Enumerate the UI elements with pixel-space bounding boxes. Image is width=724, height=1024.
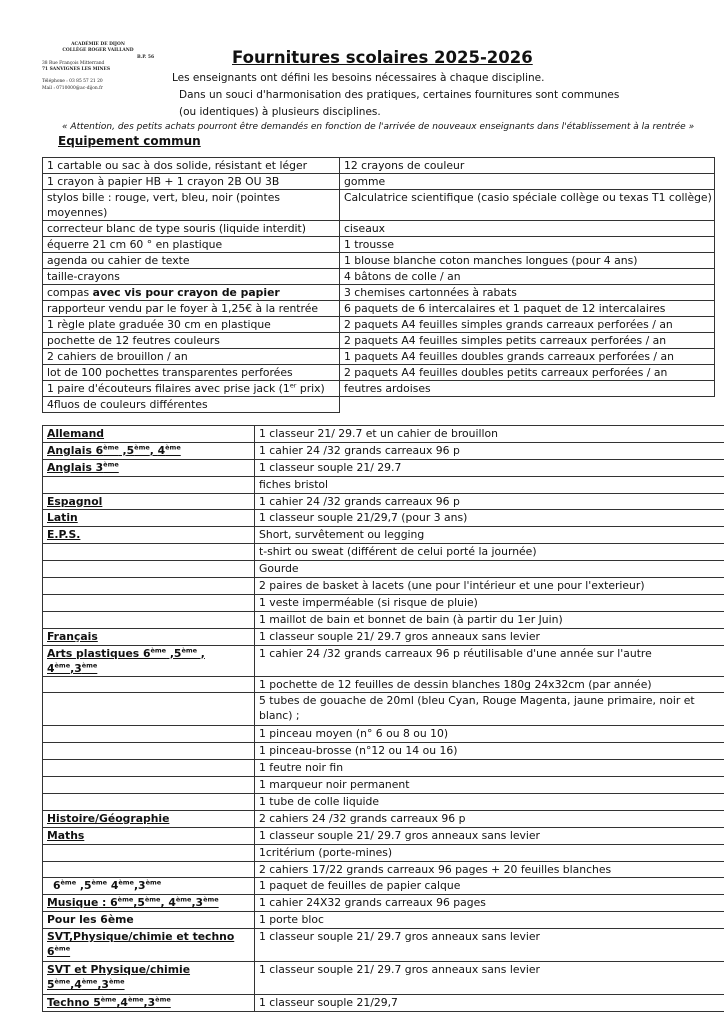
subject-item: 1 cahier 24 /32 grands carreaux 96 p réutilisable d'une année sur l'autre (255, 645, 724, 676)
common-item-right: 3 chemises cartonnées à rabats (340, 285, 715, 301)
subject-item: 1 classeur souple 21/ 29.7 (255, 459, 724, 476)
table-row (43, 561, 724, 578)
subject-item: 1 feutre noir fin (255, 760, 724, 777)
school-phone: Téléphone : 03 85 57 21 20 (42, 79, 103, 85)
school-mail: Mail : 0710000@ac-dijon.fr (42, 85, 103, 91)
subject-item: 2 paires de basket à lacets (une pour l'intérieur et une pour l'exterieur) (255, 578, 724, 595)
subject-name-empty (43, 693, 255, 726)
table-row (43, 459, 724, 476)
table-row (43, 365, 715, 381)
subject-item: 1 cahier 24X32 grands carreaux 96 pages (255, 895, 724, 912)
subject-name: Anglais 3ème (43, 459, 255, 476)
subject-item: 1 cahier 24 /32 grands carreaux 96 p (255, 442, 724, 459)
subject-name-empty (43, 844, 255, 861)
table-row (43, 349, 715, 365)
subject-name: Espagnol (43, 493, 255, 510)
table-row (43, 476, 724, 493)
table-row (43, 726, 724, 743)
subject-name-empty (43, 760, 255, 777)
subject-name-empty (43, 578, 255, 595)
common-item-left: 1 paire d'écouteurs filaires avec prise jack (1er prix) (43, 381, 340, 397)
table-row (43, 493, 724, 510)
common-item-left: agenda ou cahier de texte (43, 253, 340, 269)
school-academy: ACADÉMIE DE DIJON (71, 42, 125, 47)
school-name: COLLÈGE ROGER VAILLAND (62, 48, 134, 54)
table-row (43, 743, 724, 760)
table-row (43, 794, 724, 811)
subject-item: 2 cahiers 17/22 grands carreaux 96 pages + 20 feuilles blanches (255, 861, 724, 878)
table-row (43, 844, 724, 861)
subject-levels: 6ème ,5ème 4ème,3ème (43, 878, 255, 895)
subject-name: Français (43, 628, 255, 645)
table-row (43, 527, 724, 544)
subject-item: 1 cahier 24 /32 grands carreaux 96 p (255, 493, 724, 510)
table-row (43, 381, 715, 397)
subject-item: 1 classeur souple 21/ 29.7 gros anneaux sans levier (255, 827, 724, 844)
common-item-right: Calculatrice scientifique (casio spéciale collège ou texas T1 collège) (340, 190, 715, 221)
subject-item: 2 cahiers 24 /32 grands carreaux 96 p (255, 810, 724, 827)
subject-item: 1 classeur souple 21/29,7 (255, 995, 724, 1012)
table-row (43, 285, 715, 301)
common-item-left: 1 règle plate graduée 30 cm en plastique (43, 317, 340, 333)
subject-item: 1 classeur souple 21/29,7 (pour 3 ans) (255, 510, 724, 527)
subject-name: Arts plastiques 6ème ,5ème , 4ème,3ème (43, 645, 255, 676)
table-row (43, 544, 724, 561)
subject-name: Allemand (43, 426, 255, 443)
warning-note: « Attention, des petits achats pourront être demandés en fonction de l'arrivée de nouveaux enseignants dans l'établissement à la rentrée » (62, 122, 695, 132)
subject-item: 1 maillot de bain et bonnet de bain (à partir du 1er Juin) (255, 611, 724, 628)
subject-item: Gourde (255, 561, 724, 578)
table-row (43, 510, 724, 527)
page-title: Fournitures scolaires 2025-2026 (232, 48, 533, 67)
intro-line-1: Les enseignants ont défini les besoins nécessaires à chaque discipline. (172, 72, 545, 84)
table-row (43, 810, 724, 827)
common-item-left: correcteur blanc de type souris (liquide interdit) (43, 221, 340, 237)
subject-name-empty (43, 777, 255, 794)
table-row (43, 426, 724, 443)
subject-item: Short, survêtement ou legging (255, 527, 724, 544)
subject-item: 1 marqueur noir permanent (255, 777, 724, 794)
subject-item: 1critérium (porte-mines) (255, 844, 724, 861)
common-item-left: 4fluos de couleurs différentes (43, 397, 340, 413)
table-row (43, 397, 715, 413)
table-row (43, 777, 724, 794)
subject-name-empty (43, 611, 255, 628)
common-item-right: ciseaux (340, 221, 715, 237)
common-item-left: compas avec vis pour crayon de papier (43, 285, 340, 301)
table-row (43, 760, 724, 777)
common-item-left: rapporteur vendu par le foyer à 1,25€ à la rentrée (43, 301, 340, 317)
common-item-left: 1 crayon à papier HB + 1 crayon 2B OU 3B (43, 174, 340, 190)
intro-line-3: (ou identiques) à plusieurs disciplines. (179, 106, 381, 118)
common-item-right: 1 paquets A4 feuilles doubles grands carreaux perforées / an (340, 349, 715, 365)
table-row (43, 645, 724, 676)
subject-name-empty (43, 594, 255, 611)
table-row (43, 333, 715, 349)
table-row (43, 962, 724, 995)
school-city: 71 SANVIGNES LES MINES (42, 67, 111, 73)
common-item-left: taille-crayons (43, 269, 340, 285)
table-row (43, 442, 724, 459)
subject-name: E.P.S. (43, 527, 255, 544)
table-row (43, 912, 724, 929)
subject-name: Maths (43, 827, 255, 844)
common-item-left: pochette de 12 feutres couleurs (43, 333, 340, 349)
common-item-left: lot de 100 pochettes transparentes perforées (43, 365, 340, 381)
subject-name: Pour les 6ème (43, 912, 255, 929)
table-row (43, 827, 724, 844)
common-item-right: 1 trousse (340, 237, 715, 253)
subject-item: 1 veste imperméable (si risque de pluie) (255, 594, 724, 611)
subject-name: Histoire/Géographie (43, 810, 255, 827)
common-item-right: 12 crayons de couleur (340, 158, 715, 174)
subject-item: 1 pinceau moyen (n° 6 ou 8 ou 10) (255, 726, 724, 743)
table-row (43, 895, 724, 912)
subject-item: fiches bristol (255, 476, 724, 493)
common-item-right: gomme (340, 174, 715, 190)
table-row (43, 301, 715, 317)
subject-name: Techno 5ème,4ème,3ème (43, 995, 255, 1012)
school-street: 38 Rue François Mitterrand (42, 60, 105, 66)
common-item-right: 2 paquets A4 feuilles doubles petits carreaux perforées / an (340, 365, 715, 381)
subject-name-empty (43, 561, 255, 578)
subject-item: 1 classeur 21/ 29.7 et un cahier de brouillon (255, 426, 724, 443)
common-item-left: 2 cahiers de brouillon / an (43, 349, 340, 365)
subject-name-empty (43, 794, 255, 811)
common-item-right (340, 397, 715, 413)
common-item-right: 2 paquets A4 feuilles simples petits carreaux perforées / an (340, 333, 715, 349)
school-stamp (42, 42, 154, 92)
intro-line-2: Dans un souci d'harmonisation des pratiques, certaines fournitures sont communes (179, 89, 620, 101)
table-row (43, 578, 724, 595)
subject-name: SVT,Physique/chimie et techno 6ème (43, 929, 255, 962)
common-equipment-table (42, 157, 715, 413)
table-row (43, 174, 715, 190)
subject-name-empty (43, 476, 255, 493)
subject-name: Musique : 6ème,5ème, 4ème,3ème (43, 895, 255, 912)
common-item-left: équerre 21 cm 60 ° en plastique (43, 237, 340, 253)
subject-item: 1 pinceau-brosse (n°12 ou 14 ou 16) (255, 743, 724, 760)
table-row (43, 594, 724, 611)
common-item-right: 2 paquets A4 feuilles simples grands carreaux perforées / an (340, 317, 715, 333)
table-row (43, 611, 724, 628)
common-item-right: 4 bâtons de colle / an (340, 269, 715, 285)
common-item-left: 1 cartable ou sac à dos solide, résistant et léger (43, 158, 340, 174)
subject-item: 1 pochette de 12 feuilles de dessin blanches 180g 24x32cm (par année) (255, 676, 724, 693)
subject-item: 1 paquet de feuilles de papier calque (255, 878, 724, 895)
table-row (43, 878, 724, 895)
school-bp: B.P. 56 (137, 54, 154, 60)
table-row (43, 995, 724, 1012)
table-row (43, 158, 715, 174)
table-row (43, 676, 724, 693)
table-row (43, 237, 715, 253)
subject-name-empty (43, 676, 255, 693)
subject-name: Anglais 6ème ,5ème, 4ème (43, 442, 255, 459)
subject-name: SVT et Physique/chimie 5ème,4ème,3ème (43, 962, 255, 995)
subject-item: 1 tube de colle liquide (255, 794, 724, 811)
subject-item: 1 porte bloc (255, 912, 724, 929)
table-row (43, 269, 715, 285)
table-row (43, 628, 724, 645)
subject-name-empty (43, 743, 255, 760)
subject-item: 1 classeur souple 21/ 29.7 gros anneaux sans levier (255, 628, 724, 645)
table-row (43, 190, 715, 221)
subject-item: t-shirt ou sweat (différent de celui porté la journée) (255, 544, 724, 561)
subject-name-empty (43, 861, 255, 878)
common-item-right: 6 paquets de 6 intercalaires et 1 paquet de 12 intercalaires (340, 301, 715, 317)
subject-supplies-table (42, 425, 724, 1012)
table-row (43, 861, 724, 878)
table-row (43, 693, 724, 726)
common-item-left: stylos bille : rouge, vert, bleu, noir (pointes moyennes) (43, 190, 340, 221)
subject-item: 5 tubes de gouache de 20ml (bleu Cyan, Rouge Magenta, jaune primaire, noir et blanc) ; (255, 693, 724, 726)
common-item-right: 1 blouse blanche coton manches longues (pour 4 ans) (340, 253, 715, 269)
common-section-title: Equipement commun (58, 134, 201, 148)
subject-name: Latin (43, 510, 255, 527)
table-row (43, 221, 715, 237)
subject-item: 1 classeur souple 21/ 29.7 gros anneaux sans levier (255, 929, 724, 962)
common-item-right: feutres ardoises (340, 381, 715, 397)
table-row (43, 253, 715, 269)
subject-item: 1 classeur souple 21/ 29.7 gros anneaux sans levier (255, 962, 724, 995)
table-row (43, 929, 724, 962)
subject-name-empty (43, 726, 255, 743)
subject-name-empty (43, 544, 255, 561)
table-row (43, 317, 715, 333)
